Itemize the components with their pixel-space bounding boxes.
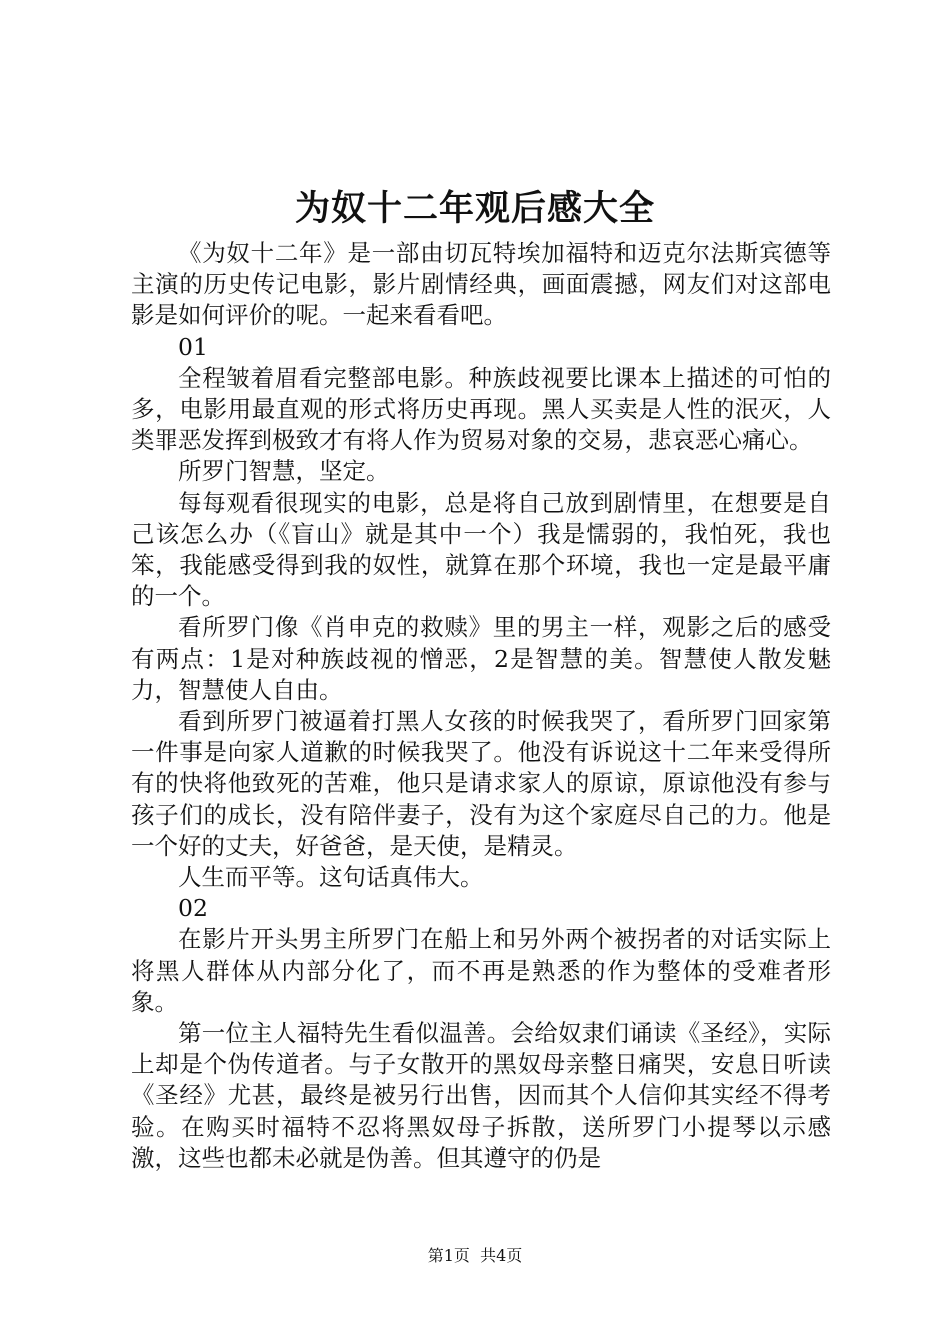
section-marker-02: 02 [178,894,208,923]
page-total: 共4页 [480,1246,523,1265]
paragraph: 每每观看很现实的电影，总是将自己放到剧情里，在想要是自己该怎么办（《盲山》就是其中一个）我是懦弱的，我怕死，我也笨，我能感受得到我的奴性，就算在那个环境，我也一定是最平庸的一个。 [131,488,831,611]
paragraph: 全程皱着眉看完整部电影。种族歧视要比课本上描述的可怕的多，电影用最直观的形式将历史再现。黑人买卖是人性的泯灭，人类罪恶发挥到极致才有将人作为贸易对象的交易，悲哀恶心痛心。 [131,363,831,455]
document-title: 为奴十二年观后感大全 [294,188,655,229]
page-number: 第1页 [427,1246,470,1265]
paragraph: 第一位主人福特先生看似温善。会给奴隶们诵读《圣经》，实际上却是个伪传道者。与子女散开的黑奴母亲整日痛哭，安息日听读《圣经》尤甚，最终是被另行出售，因而其个人信仰其实经不得考验。在购买时福特不忍将黑奴母子拆散，送所罗门小提琴以示感激，这些也都未必就是伪善。但其遵守的仍是 [131,1019,831,1172]
document-body [131,238,831,1174]
paragraph: 人生而平等。这句话真伟大。 [178,863,484,892]
paragraph: 看到所罗门被逼着打黑人女孩的时候我哭了，看所罗门回家第一件事是向家人道歉的时候我哭了。他没有诉说这十二年来受得所有的快将他致死的苦难，他只是请求家人的原谅，原谅他没有参与孩子们的成长，没有陪伴妻子，没有为这个家庭尽自己的力。他是一个好的丈夫，好爸爸，是天使，是精灵。 [131,707,831,860]
paragraph: 所罗门智慧，坚定。 [178,457,390,486]
page-footer [0,1245,950,1267]
paragraph: 看所罗门像《肖申克的救赎》里的男主一样，观影之后的感受有两点：1是对种族歧视的憎恶，2是智慧的美。智慧使人散发魅力，智慧使人自由。 [131,613,831,704]
section-marker-01: 01 [178,332,208,361]
paragraph: 在影片开头男主所罗门在船上和另外两个被拐者的对话实际上将黑人群体从内部分化了，而不再是熟悉的作为整体的受难者形象。 [131,925,831,1016]
paragraph-intro: 《为奴十二年》是一部由切瓦特埃加福特和迈克尔法斯宾德等主演的历史传记电影，影片剧情经典，画面震撼，网友们对这部电影是如何评价的呢。一起来看看吧。 [131,239,831,330]
